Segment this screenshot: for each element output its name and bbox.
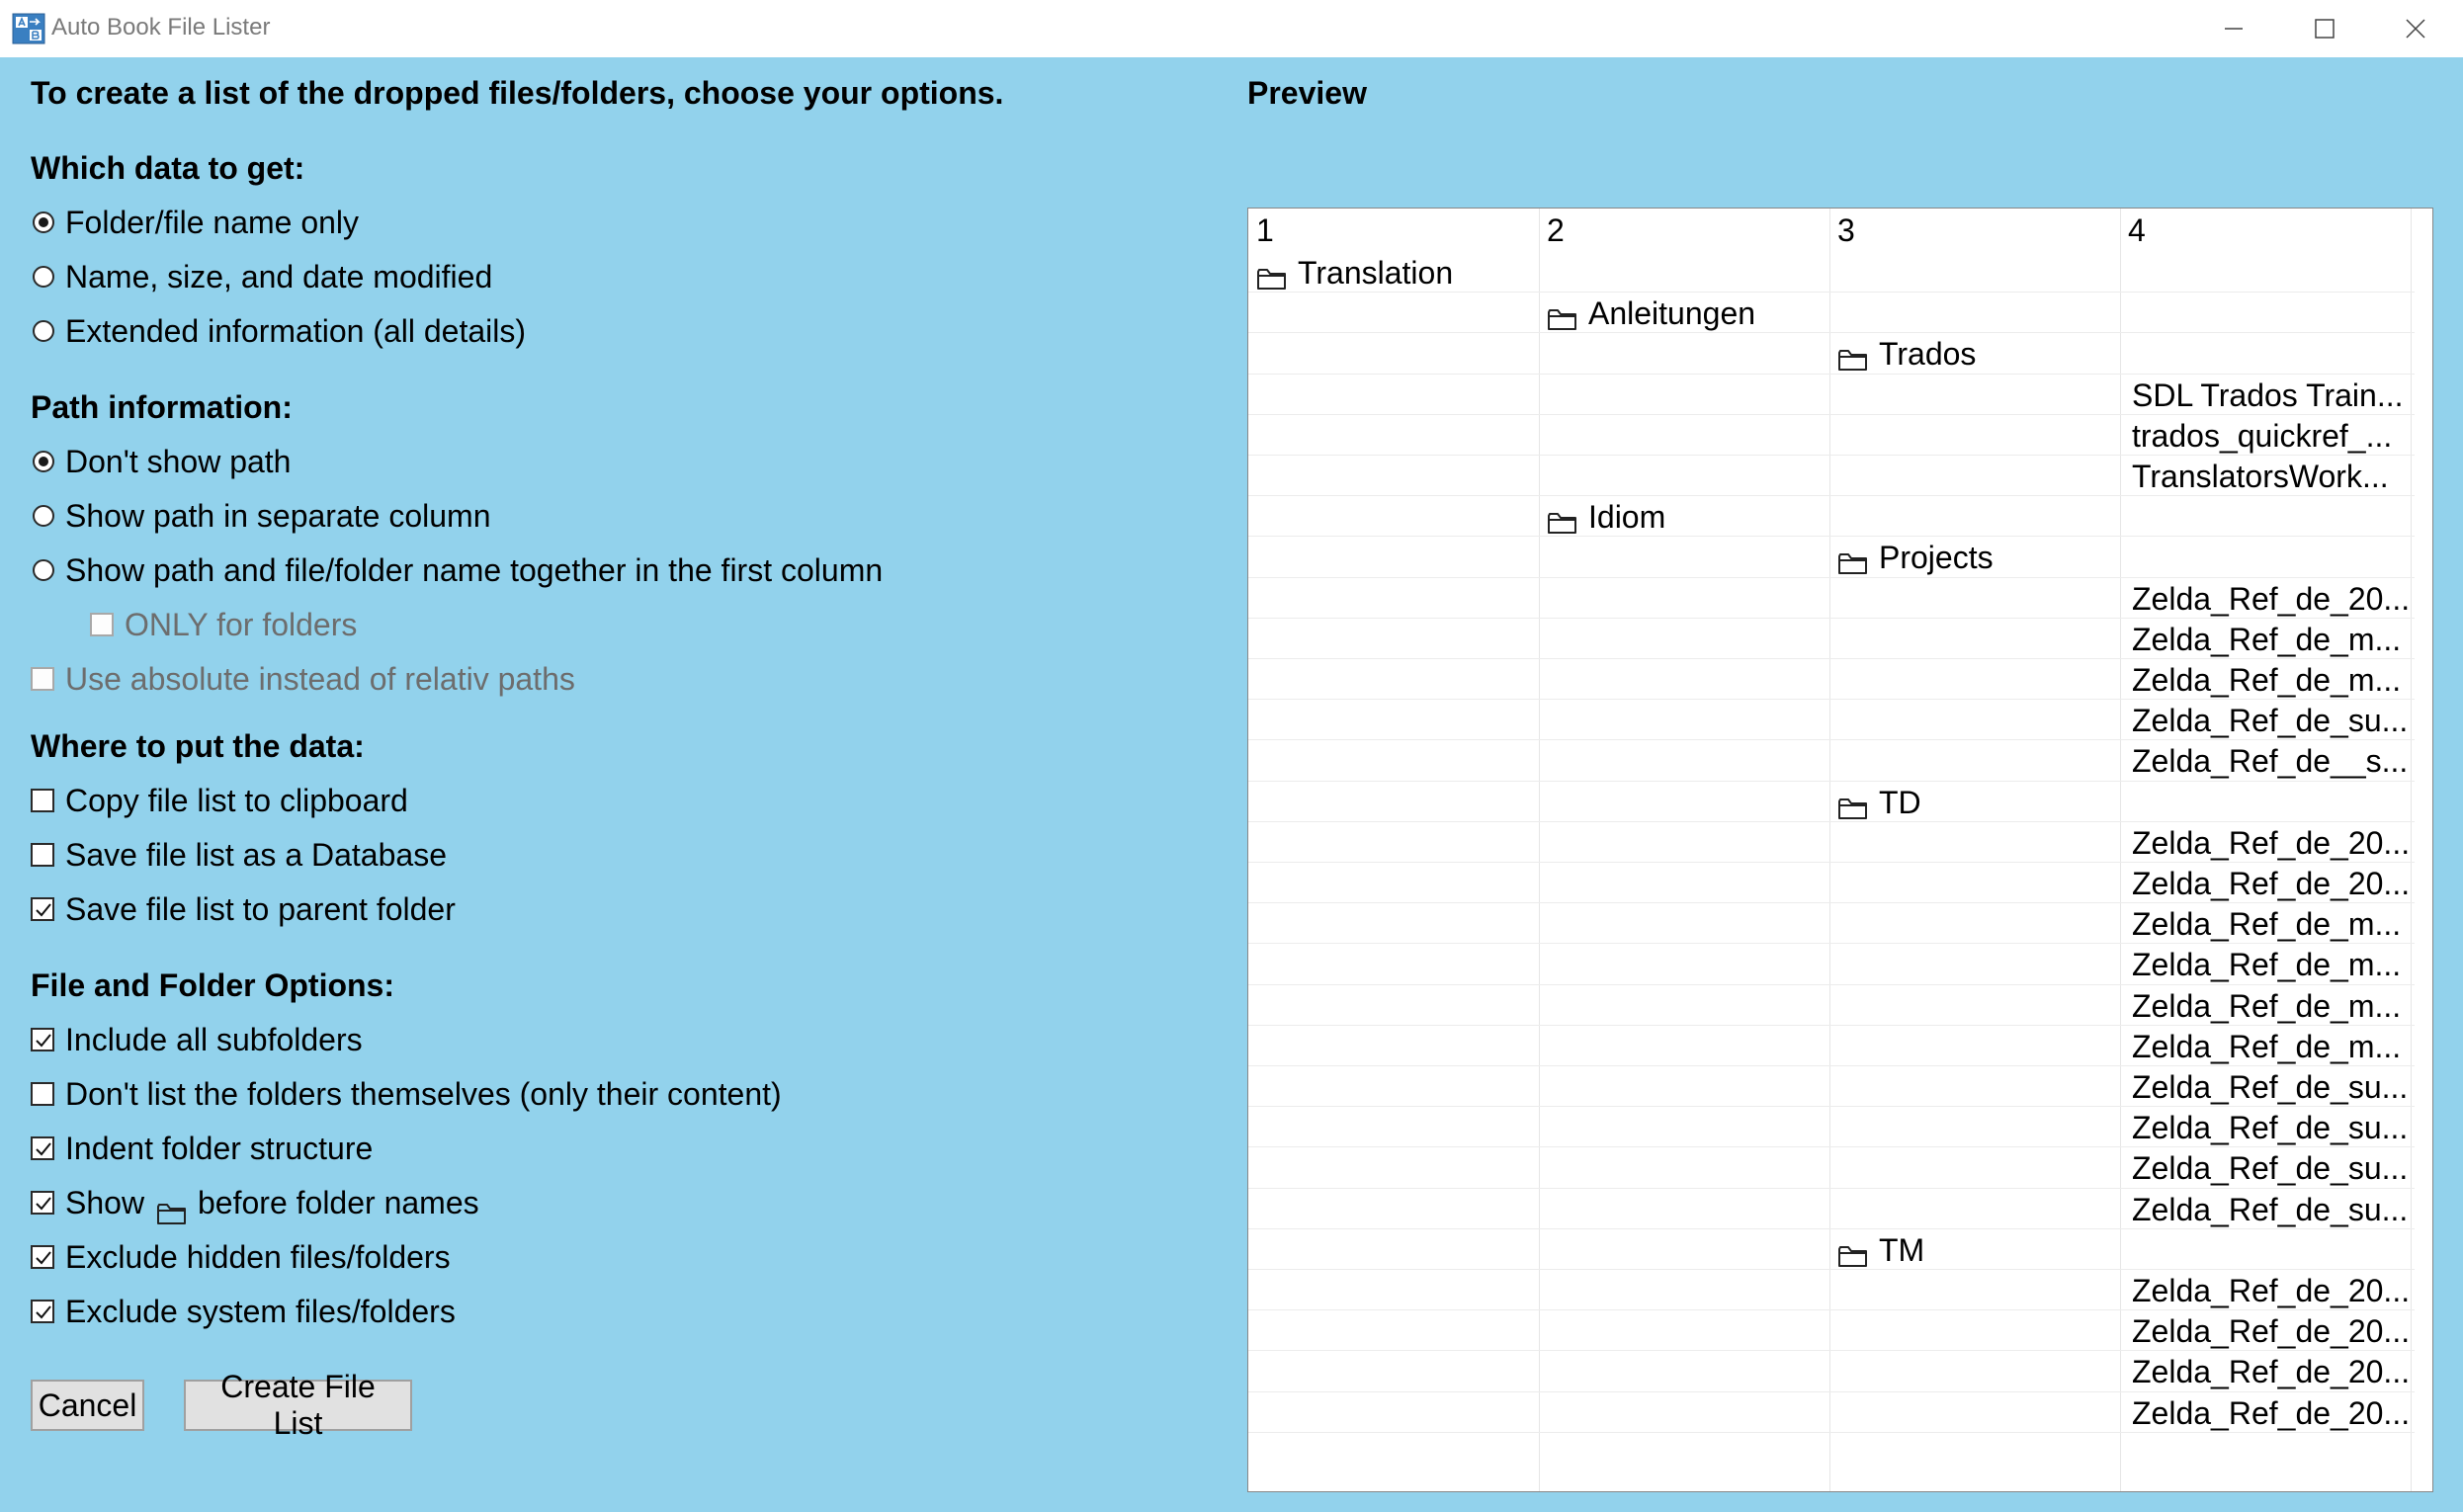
preview-grid[interactable] [1247, 208, 2433, 1492]
file-row[interactable] [2128, 376, 2404, 415]
file-row[interactable] [2128, 945, 2402, 984]
app-logo-icon [12, 13, 45, 44]
dialog-body [0, 57, 2463, 1512]
preview-cell-text: Anleitungen [1588, 295, 1756, 332]
data-name-only-radio[interactable] [33, 211, 54, 233]
maximize-button[interactable] [2279, 0, 2370, 57]
file-row[interactable] [2128, 457, 2389, 496]
file-row[interactable] [2128, 741, 2409, 781]
checkmark-icon [34, 1031, 53, 1050]
exclude-hidden-checkbox[interactable] [31, 1245, 54, 1269]
file-row[interactable] [2128, 1311, 2411, 1351]
preview-cell-text: Zelda_Ref_de_20... [2132, 866, 2411, 901]
database-checkbox[interactable] [31, 843, 54, 867]
path-first-column-radio[interactable] [33, 559, 54, 581]
close-button[interactable] [2370, 0, 2461, 57]
preview-cell-text: Zelda_Ref_de_20... [2132, 1273, 2411, 1308]
data-extended-radio[interactable] [33, 320, 54, 342]
checkmark-icon [34, 1302, 53, 1322]
file-row[interactable] [2128, 1148, 2409, 1188]
file-row[interactable] [2128, 1027, 2402, 1066]
file-row[interactable] [2128, 620, 2402, 659]
preview-cell-text: Trados [1879, 336, 1977, 373]
include-subfolders-checkbox[interactable] [31, 1028, 54, 1051]
folder-icon [1837, 1238, 1869, 1278]
column-header-4: 4 [2128, 212, 2146, 248]
folder-icon [156, 1201, 188, 1226]
folder-row[interactable] [1256, 253, 1454, 293]
intro-text: To create a list of the dropped files/folders, choose your options. [31, 75, 1004, 111]
clipboard-label[interactable]: Copy file list to clipboard [65, 783, 408, 818]
show-folder-icon-label-end[interactable]: before folder names [198, 1185, 479, 1220]
preview-cell-text: Zelda_Ref_de_m... [2132, 987, 2402, 1024]
close-icon [2405, 18, 2426, 40]
preview-cell-text: Zelda_Ref_de_m... [2132, 947, 2402, 983]
preview-cell-text: Zelda_Ref_de_20... [2132, 824, 2411, 861]
show-folder-icon-checkbox[interactable] [31, 1191, 54, 1215]
folder-section-label: File and Folder Options: [31, 967, 394, 1003]
data-name-size-date-label[interactable]: Name, size, and date modified [65, 259, 493, 294]
show-folder-icon-label-start[interactable]: Show [65, 1185, 145, 1220]
title-bar[interactable] [0, 0, 2463, 58]
path-separate-column-label[interactable]: Show path in separate column [65, 498, 491, 534]
path-none-radio[interactable] [33, 451, 54, 472]
parent-folder-checkbox[interactable] [31, 897, 54, 921]
only-folders-label[interactable]: ONLY for folders [125, 607, 358, 642]
checkmark-icon [34, 900, 53, 920]
preview-cell-text: Zelda_Ref_de_20... [2132, 1354, 2411, 1390]
preview-cell-text: Zelda_Ref_de_m... [2132, 906, 2402, 943]
minimize-icon [2224, 19, 2244, 39]
checkmark-icon [34, 1139, 53, 1159]
preview-cell-text: Projects [1879, 540, 1994, 576]
folder-icon [1547, 505, 1578, 545]
file-row[interactable] [2128, 986, 2402, 1026]
content-only-label[interactable]: Don't list the folders themselves (only their content) [65, 1076, 782, 1112]
folder-icon [1837, 791, 1869, 830]
column-header-1: 1 [1256, 212, 1274, 248]
data-section-label: Which data to get: [31, 150, 305, 186]
file-row[interactable] [2128, 864, 2411, 903]
indent-structure-label[interactable]: Indent folder structure [65, 1131, 374, 1166]
folder-row[interactable] [1547, 497, 1666, 537]
preview-cell-text: Zelda_Ref_de_20... [2132, 1313, 2411, 1350]
exclude-system-checkbox[interactable] [31, 1300, 54, 1323]
content-only-checkbox[interactable] [31, 1082, 54, 1106]
preview-cell-text: Zelda_Ref_de_su... [2132, 1150, 2409, 1187]
include-subfolders-label[interactable]: Include all subfolders [65, 1022, 363, 1057]
absolute-paths-label[interactable]: Use absolute instead of relativ paths [65, 661, 575, 697]
file-row[interactable] [2128, 1067, 2409, 1107]
preview-cell-text: TranslatorsWork... [2132, 459, 2389, 494]
preview-cell-text: Zelda_Ref_de_m... [2132, 662, 2402, 698]
file-row[interactable] [2128, 579, 2411, 619]
folder-icon [1837, 546, 1869, 585]
preview-cell-text: Zelda_Ref_de__s... [2132, 743, 2409, 780]
file-row[interactable] [2128, 1108, 2409, 1147]
folder-row[interactable] [1837, 783, 1921, 822]
file-row[interactable] [2128, 660, 2402, 700]
preview-cell-text: Zelda_Ref_de_su... [2132, 1191, 2409, 1227]
preview-cell-text: SDL Trados Train... [2132, 377, 2404, 413]
folder-row[interactable] [1837, 1230, 1925, 1270]
minimize-button[interactable] [2188, 0, 2279, 57]
data-name-size-date-radio[interactable] [33, 266, 54, 288]
preview-cell-text: Zelda_Ref_de_su... [2132, 703, 2409, 739]
file-row[interactable] [2128, 701, 2409, 740]
folder-icon [1547, 301, 1578, 341]
folder-icon [1256, 261, 1288, 300]
file-row[interactable] [2128, 904, 2402, 944]
column-header-3: 3 [1837, 212, 1855, 248]
absolute-paths-checkbox[interactable] [31, 667, 54, 691]
preview-cell-text: Zelda_Ref_de_20... [2132, 580, 2411, 617]
checkmark-icon [34, 1248, 53, 1268]
preview-cell-text: Zelda_Ref_de_su... [2132, 1069, 2409, 1105]
file-row[interactable] [2128, 1190, 2409, 1229]
maximize-icon [2314, 18, 2336, 40]
checkmark-icon [34, 1194, 53, 1214]
indent-structure-checkbox[interactable] [31, 1136, 54, 1160]
column-header-2: 2 [1547, 212, 1565, 248]
preview-cell-text: TM [1879, 1231, 1925, 1268]
file-row[interactable] [2128, 1352, 2411, 1391]
output-section-label: Where to put the data: [31, 728, 365, 764]
file-row[interactable] [2128, 1393, 2411, 1433]
path-none-label[interactable]: Don't show path [65, 444, 292, 479]
preview-cell-text: Idiom [1588, 499, 1666, 536]
path-section-label: Path information: [31, 389, 293, 425]
data-name-only-label[interactable]: Folder/file name only [65, 205, 360, 240]
folder-icon [1837, 342, 1869, 381]
path-separate-column-radio[interactable] [33, 505, 54, 527]
folder-row[interactable] [1837, 538, 1994, 577]
window-title: Auto Book File Lister [51, 14, 271, 41]
create-file-list-button[interactable]: Create File List [184, 1380, 412, 1431]
clipboard-checkbox[interactable] [31, 789, 54, 812]
file-row[interactable] [2128, 416, 2393, 456]
preview-cell-text: Translation [1298, 255, 1454, 291]
exclude-hidden-label[interactable]: Exclude hidden files/folders [65, 1239, 451, 1275]
parent-folder-label[interactable]: Save file list to parent folder [65, 891, 456, 927]
preview-label: Preview [1247, 75, 1367, 111]
preview-cell-text: TD [1879, 784, 1921, 820]
file-row[interactable] [2128, 823, 2411, 863]
preview-cell-text: Zelda_Ref_de_20... [2132, 1394, 2411, 1431]
preview-cell-text: trados_quickref_... [2132, 417, 2393, 454]
only-folders-checkbox[interactable] [90, 613, 114, 636]
database-label[interactable]: Save file list as a Database [65, 837, 447, 873]
data-extended-label[interactable]: Extended information (all details) [65, 313, 527, 349]
path-first-column-label[interactable]: Show path and file/folder name together in the first column [65, 552, 884, 588]
exclude-system-label[interactable]: Exclude system files/folders [65, 1294, 456, 1329]
preview-cell-text: Zelda_Ref_de_m... [2132, 621, 2402, 657]
preview-cell-text: Zelda_Ref_de_su... [2132, 1110, 2409, 1146]
folder-row[interactable] [1837, 334, 1977, 374]
folder-row[interactable] [1547, 294, 1756, 333]
preview-cell-text: Zelda_Ref_de_m... [2132, 1028, 2402, 1064]
file-row[interactable] [2128, 1271, 2411, 1310]
cancel-button[interactable]: Cancel [31, 1380, 144, 1431]
